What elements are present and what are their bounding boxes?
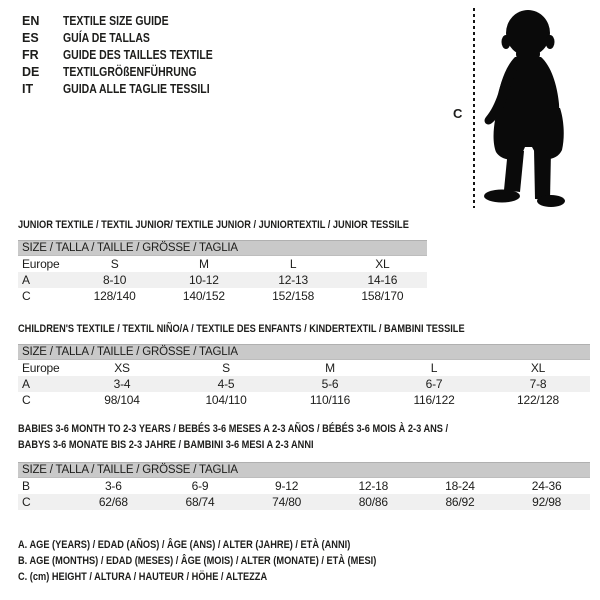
table-row xyxy=(18,376,590,392)
language-title: GUIDE DES TAILLES TEXTILE xyxy=(63,48,213,62)
size-cell: 104/110 xyxy=(205,393,247,407)
babies-table-title-line2: BABYS 3-6 MONATE BIS 2-3 JAHRE / BAMBINI 3-6 MESI A 2-3 ANNI xyxy=(18,439,314,451)
size-cell: 116/122 xyxy=(413,393,455,407)
size-cell: 152/158 xyxy=(272,289,315,303)
size-cell: S xyxy=(222,361,230,375)
language-title: TEXTILE SIZE GUIDE xyxy=(63,14,169,28)
size-cell: 110/116 xyxy=(309,393,351,407)
legend-line-a xyxy=(18,537,445,553)
language-code: ES xyxy=(22,31,39,45)
language-title: TEXTILGRÖßENFÜHRUNG xyxy=(63,65,197,79)
babies-size-table xyxy=(18,478,590,510)
size-cell: 6-7 xyxy=(425,377,443,391)
row-label: A xyxy=(22,377,30,391)
language-row-es xyxy=(22,30,241,47)
children-size-table xyxy=(18,360,590,408)
table-row xyxy=(18,288,427,304)
table-row xyxy=(18,494,590,510)
size-cell: M xyxy=(325,361,335,375)
size-cell: XL xyxy=(530,361,546,375)
size-cell: 4-5 xyxy=(217,377,235,391)
junior-table-title-text: JUNIOR TEXTILE / TEXTIL JUNIOR/ TEXTILE JUNIOR / JUNIORTEXTIL / JUNIOR TESSILE xyxy=(18,219,409,231)
babies-table-title xyxy=(18,422,530,436)
language-row-it xyxy=(22,81,241,98)
size-cell: 92/98 xyxy=(532,495,562,509)
language-code: IT xyxy=(22,82,34,96)
row-label: C xyxy=(22,393,31,407)
height-dotted-line xyxy=(473,8,475,208)
row-label: C xyxy=(22,289,31,303)
size-cell: 12-13 xyxy=(278,273,308,287)
row-label: B xyxy=(22,479,30,493)
language-title: GUIDA ALLE TAGLIE TESSILI xyxy=(63,82,210,96)
children-table-title xyxy=(18,322,550,336)
junior-table-title xyxy=(18,218,483,232)
size-cell: S xyxy=(110,257,119,271)
baby-silhouette-icon xyxy=(479,8,575,214)
size-cell: L xyxy=(430,361,438,375)
size-cell: 7-8 xyxy=(529,377,547,391)
language-code: FR xyxy=(22,48,39,62)
size-cell: 3-6 xyxy=(104,479,122,493)
babies-table-title-line1: BABIES 3-6 MONTH TO 2-3 YEARS / BEBÉS 3-6 MESES A 2-3 AÑOS / BÉBÉS 3-6 MOIS À 2-3 ANS / xyxy=(18,423,449,435)
junior-size-table xyxy=(18,256,427,304)
language-title: GUÍA DE TALLAS xyxy=(63,31,150,45)
size-cell: 140/152 xyxy=(182,289,225,303)
table-row xyxy=(18,272,427,288)
size-cell: 18-24 xyxy=(445,479,475,493)
legend-c-text: C. (cm) HEIGHT / ALTURA / HAUTEUR / HÖHE / ALTEZZA xyxy=(18,571,268,583)
language-row-fr xyxy=(22,47,241,64)
language-list xyxy=(22,13,241,98)
row-label: C xyxy=(22,495,31,509)
size-cell: 9-12 xyxy=(275,479,299,493)
legend xyxy=(18,537,445,585)
size-cell: 74/80 xyxy=(272,495,302,509)
size-cell: 128/140 xyxy=(93,289,136,303)
table-row xyxy=(18,478,590,494)
size-cell: 5-6 xyxy=(321,377,339,391)
language-code: EN xyxy=(22,14,40,28)
legend-line-c xyxy=(18,569,445,585)
size-cell: 3-4 xyxy=(113,377,131,391)
size-cell: 80/86 xyxy=(358,495,388,509)
size-cell: XL xyxy=(375,257,390,271)
babies-table-title-2 xyxy=(18,438,370,452)
row-label: Europe xyxy=(22,257,60,271)
size-cell: 68/74 xyxy=(185,495,215,509)
children-size-header-bar: SIZE / TALLA / TAILLE / GRÖSSE / TAGLIA xyxy=(18,344,590,360)
size-cell: XS xyxy=(114,361,130,375)
size-cell: 14-16 xyxy=(367,273,398,287)
junior-size-header-bar: SIZE / TALLA / TAILLE / GRÖSSE / TAGLIA xyxy=(18,240,427,256)
size-cell: 24-36 xyxy=(531,479,562,493)
size-cell: 98/104 xyxy=(104,393,140,407)
size-cell: 62/68 xyxy=(98,495,128,509)
size-cell: 10-12 xyxy=(189,273,219,287)
row-label: A xyxy=(22,273,30,287)
legend-a-text: A. AGE (YEARS) / EDAD (AÑOS) / ÂGE (ANS) / ALTER (JAHRE) / ETÀ (ANNI) xyxy=(18,539,351,551)
language-row-en xyxy=(22,13,241,30)
language-row-de xyxy=(22,64,241,81)
table-row xyxy=(18,360,590,376)
row-label: Europe xyxy=(22,361,60,375)
size-cell: M xyxy=(198,257,209,271)
size-cell: L xyxy=(289,257,297,271)
size-cell: 158/170 xyxy=(361,289,404,303)
size-cell: 8-10 xyxy=(103,273,127,287)
legend-b-text: B. AGE (MONTHS) / EDAD (MESES) / ÂGE (MOIS) / ALTER (MONATE) / ETÀ (MESI) xyxy=(18,555,377,567)
size-cell: 86/92 xyxy=(445,495,475,509)
language-code: DE xyxy=(22,65,40,79)
size-cell: 12-18 xyxy=(358,479,389,493)
legend-line-b xyxy=(18,553,445,569)
size-cell: 122/128 xyxy=(517,393,559,407)
babies-size-header-bar: SIZE / TALLA / TAILLE / GRÖSSE / TAGLIA xyxy=(18,462,590,478)
table-row xyxy=(18,392,590,408)
children-table-title-text: CHILDREN'S TEXTILE / TEXTIL NIÑO/A / TEXTILE DES ENFANTS / KINDERTEXTIL / BAMBINI TESSILE xyxy=(18,323,465,335)
table-row xyxy=(18,256,427,272)
size-cell: 6-9 xyxy=(191,479,209,493)
height-measure-label: C xyxy=(453,106,463,121)
